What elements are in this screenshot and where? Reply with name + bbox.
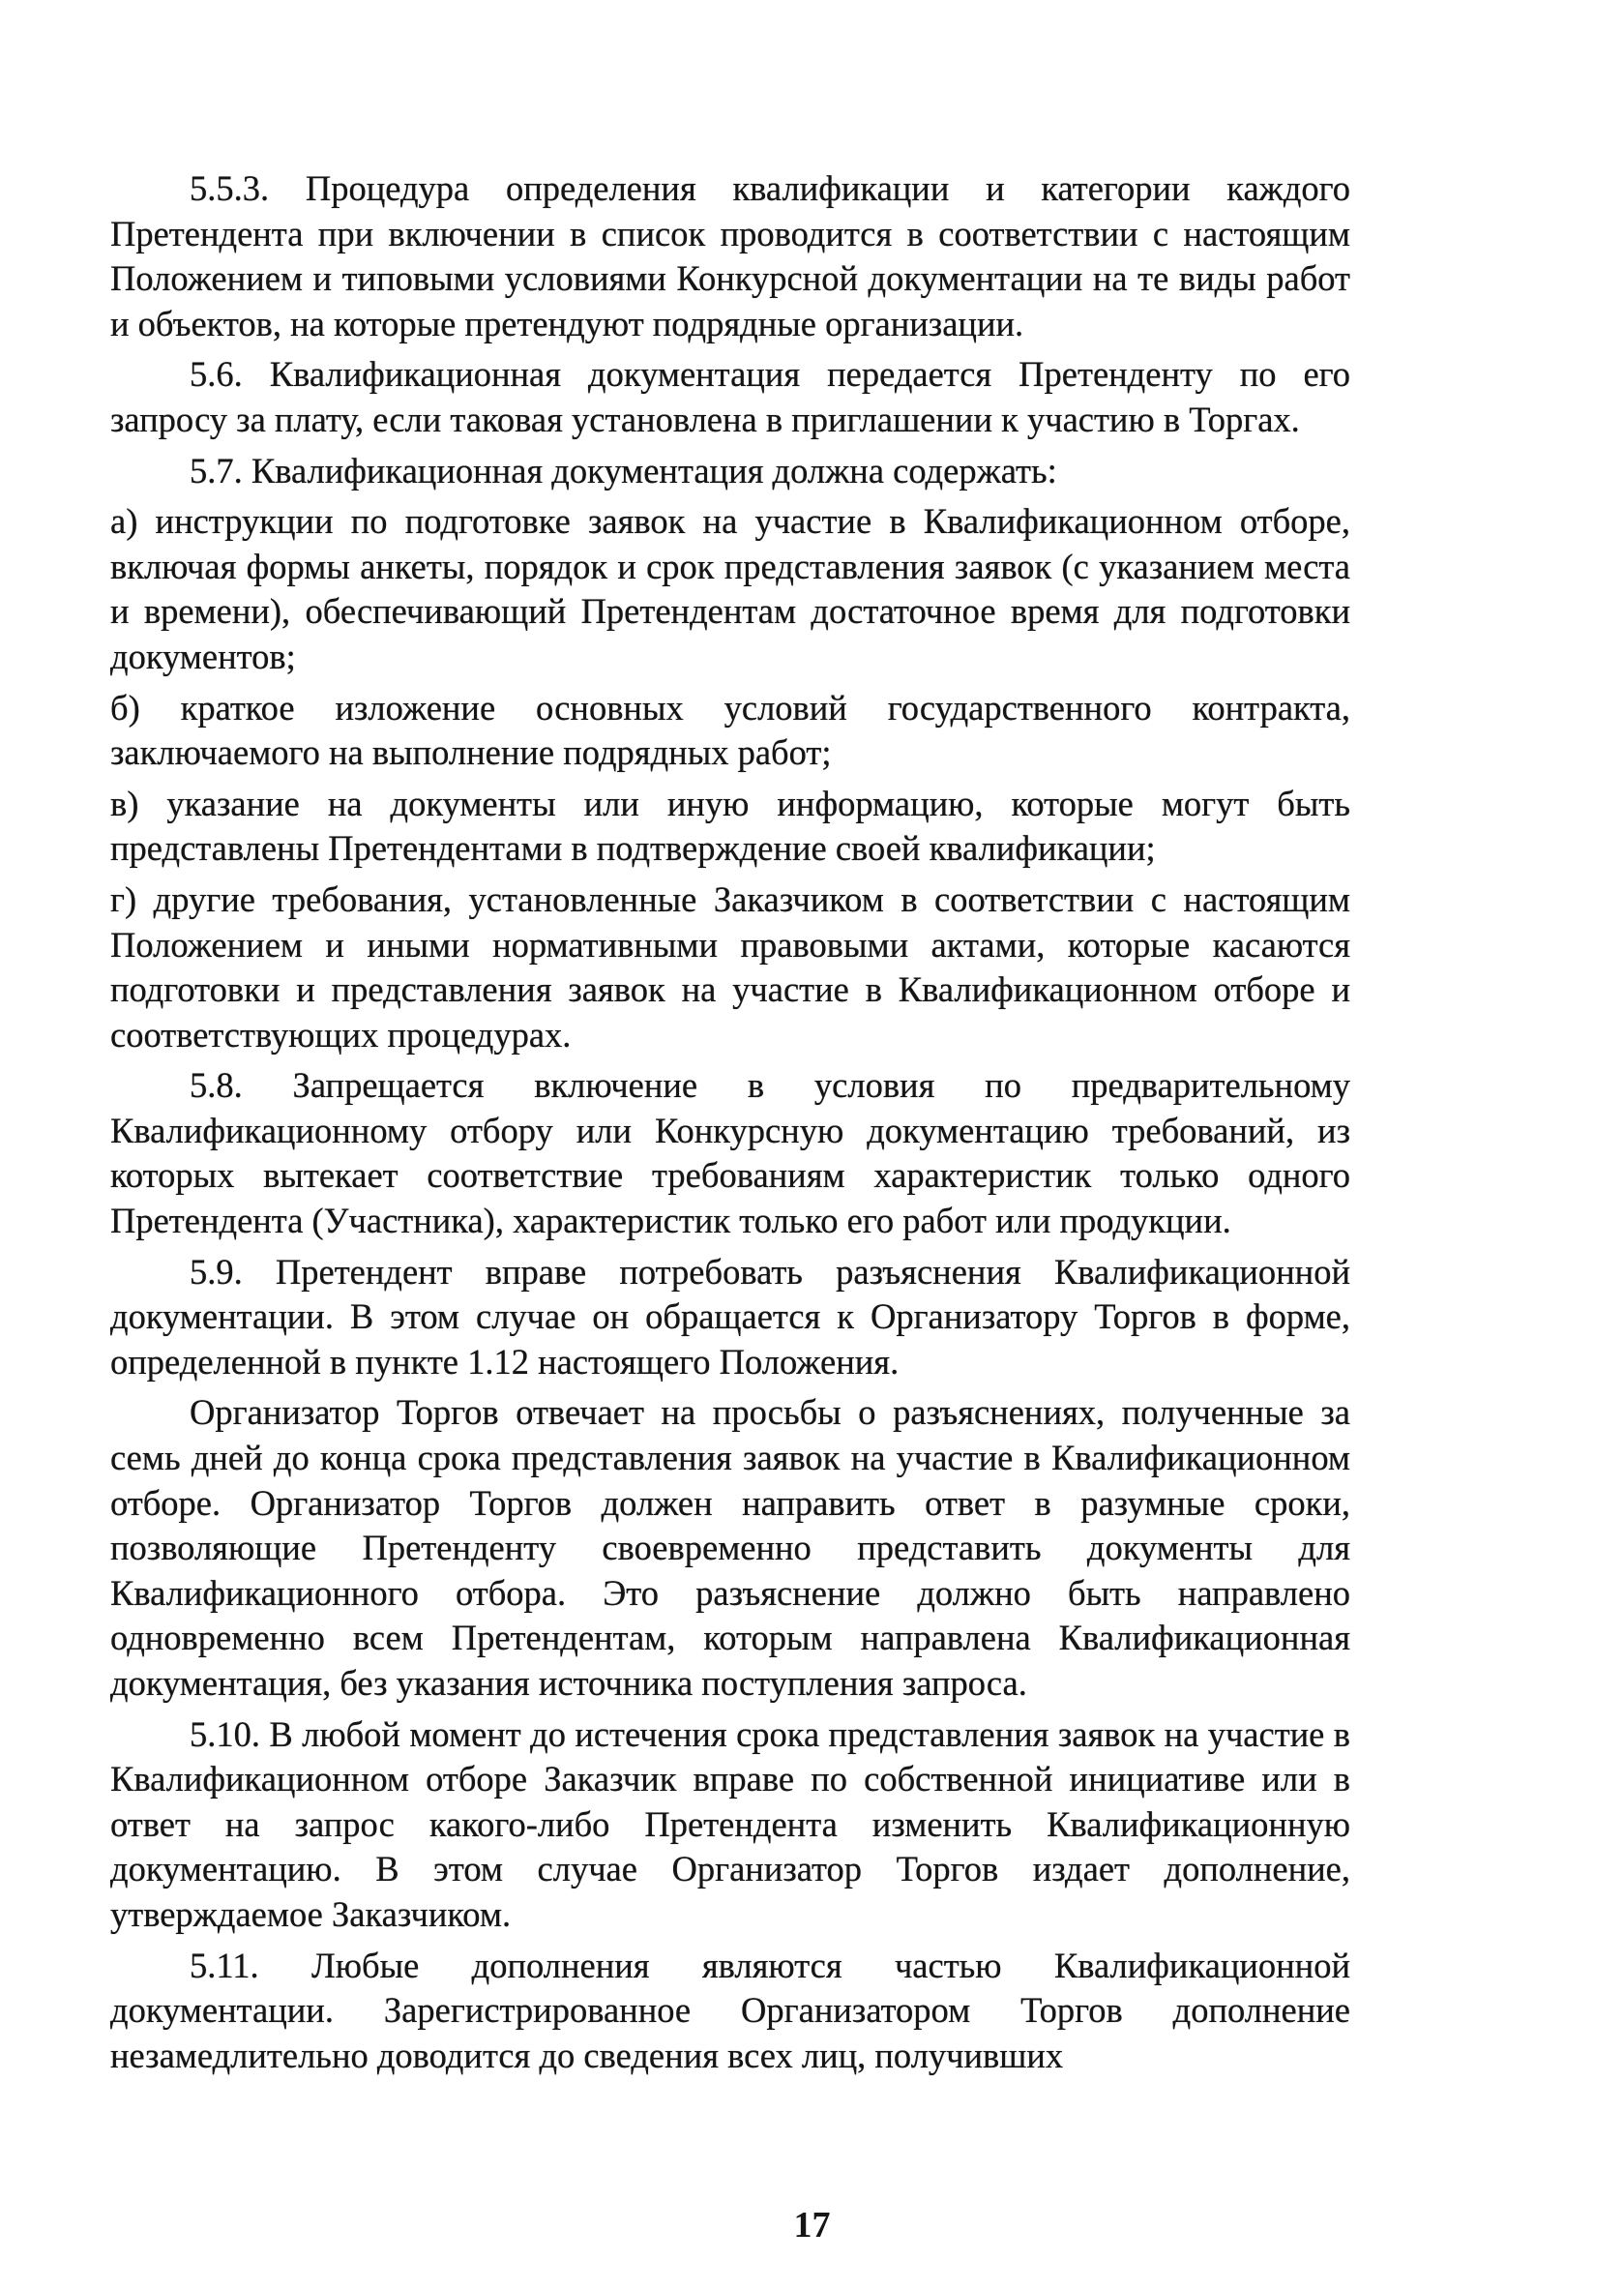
paragraph-5-7: 5.7. Квалификационная документация должна содержать:	[190, 450, 1057, 491]
document-body	[110, 166, 1350, 2078]
list-item-v: в) указание на документы или иную информацию, которые могут быть представлены Претендентами в подтверждение своей квалификации;	[110, 783, 1350, 869]
page-number: 17	[793, 2205, 831, 2245]
list-item-a: а) инструкции по подготовке заявок на участие в Квалификационном отборе, включая формы анкеты, порядок и срок представления заявок (с указанием места и времени), обеспечивающий Претендентам достаточное время для подготовки документов;	[110, 501, 1350, 676]
paragraph-5-10: 5.10. В любой момент до истечения срока представления заявок на участие в Квалификационном отборе Заказчик вправе по собственной инициативе или в ответ на запрос какого-либо Претендента изменить Квалификационную документацию. В этом случае Организатор Торгов издает дополнение, утверждаемое Заказчиком.	[110, 1713, 1350, 1934]
list-item-b: б) краткое изложение основных условий государственного контракта, заключаемого на выполнение подрядных работ;	[110, 687, 1350, 773]
paragraph-5-9: 5.9. Претендент вправе потребовать разъяснения Квалификационной документации. В этом случае он обращается к Организатору Торгов в форме, определенной в пункте 1.12 настоящего Положения.	[110, 1251, 1350, 1382]
paragraph-5-5-3: 5.5.3. Процедура определения квалификации и категории каждого Претендента при включении в список проводится в соответствии с настоящим Положением и типовыми условиями Конкурсной документации на те виды работ и объектов, на которые претендуют подрядные организации.	[110, 168, 1350, 343]
paragraph-organizer-answers: Организатор Торгов отвечает на просьбы о разъяснениях, полученные за семь дней до конца срока представления заявок на участие в Квалификационном отборе. Организатор Торгов должен направить ответ в разумные сроки, позволяющие Претенденту своевременно представить документы для Квалификационного отбора. Это разъяснение должно быть направлено одновременно всем Претендентам, которым направлена Квалификационная документация, без указания источника поступления запроса.	[110, 1392, 1350, 1703]
paragraph-5-11: 5.11. Любые дополнения являются частью Квалификационной документации. Зарегистрированное Организатором Торгов дополнение незамедлительно доводится до сведения всех лиц, получивших	[110, 1945, 1350, 2075]
list-item-g: г) другие требования, установленные Заказчиком в соответствии с настоящим Положением и иными нормативными правовыми актами, которые касаются подготовки и представления заявок на участие в Квалификационном отборе и соответствующих процедурах.	[110, 878, 1350, 1055]
paragraph-5-6: 5.6. Квалификационная документация передается Претенденту по его запросу за плату, если таковая установлена в приглашении к участию в Торгах.	[110, 354, 1350, 439]
paragraph-5-8: 5.8. Запрещается включение в условия по предварительному Квалификационному отбору или Конкурсную документацию требований, из которых вытекает соответствие требованиям характеристик только одного Претендента (Участника), характеристик только его работ или продукции.	[110, 1065, 1350, 1241]
